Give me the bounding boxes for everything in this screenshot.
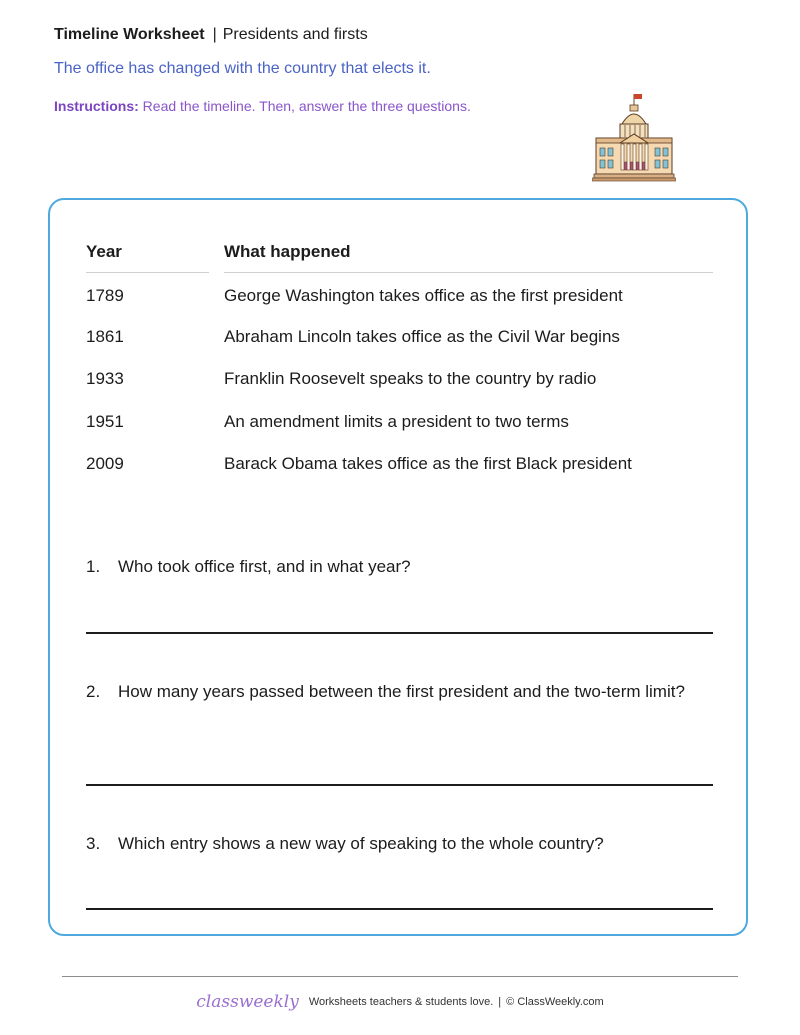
header-separator: | <box>212 26 217 43</box>
worksheet-title: Timeline Worksheet <box>54 26 205 43</box>
question-number: 2. <box>86 682 101 701</box>
answer-line-1[interactable] <box>86 632 713 634</box>
row-year: 1789 <box>86 286 124 305</box>
header-divider-event <box>224 272 713 273</box>
row-year: 1861 <box>86 327 124 346</box>
question-3 <box>86 830 713 857</box>
footer-divider <box>62 976 738 977</box>
worksheet-header <box>54 26 368 44</box>
footer-separator: | <box>498 996 502 1008</box>
row-year: 1933 <box>86 369 124 388</box>
question-number: 1. <box>86 557 101 576</box>
answer-line-3[interactable] <box>86 908 713 910</box>
instructions <box>54 98 471 114</box>
row-event: Barack Obama takes office as the first Black president <box>224 454 632 473</box>
instructions-text: Read the timeline. Then, answer the three questions. <box>142 98 471 114</box>
row-event: An amendment limits a president to two terms <box>224 412 569 431</box>
worksheet-subtitle: The office has changed with the country that elects it. <box>54 60 431 77</box>
answer-line-2[interactable] <box>86 784 713 786</box>
question-1 <box>86 553 713 580</box>
footer-copyright: © ClassWeekly.com <box>506 996 604 1008</box>
question-text: How many years passed between the first president and the two-term limit? <box>118 682 685 701</box>
header-divider-year <box>86 272 209 273</box>
table-header-year: Year <box>86 242 122 261</box>
table-header-event: What happened <box>224 242 351 261</box>
instructions-label: Instructions: <box>54 98 139 114</box>
worksheet-topic: Presidents and firsts <box>222 26 368 43</box>
footer-tagline: Worksheets teachers & students love. <box>308 996 494 1008</box>
question-2 <box>86 678 713 705</box>
question-text: Who took office first, and in what year? <box>118 557 411 576</box>
row-year: 2009 <box>86 454 124 473</box>
question-number: 3. <box>86 834 101 853</box>
brand-logo: classweekly <box>196 992 299 1012</box>
row-event: Franklin Roosevelt speaks to the country by radio <box>224 369 597 388</box>
row-event: Abraham Lincoln takes office as the Civil War begins <box>224 327 620 346</box>
row-year: 1951 <box>86 412 124 431</box>
capitol-building-icon <box>592 92 676 182</box>
row-event: George Washington takes office as the first president <box>224 286 623 305</box>
question-text: Which entry shows a new way of speaking to the whole country? <box>118 834 604 853</box>
footer <box>0 992 800 1012</box>
